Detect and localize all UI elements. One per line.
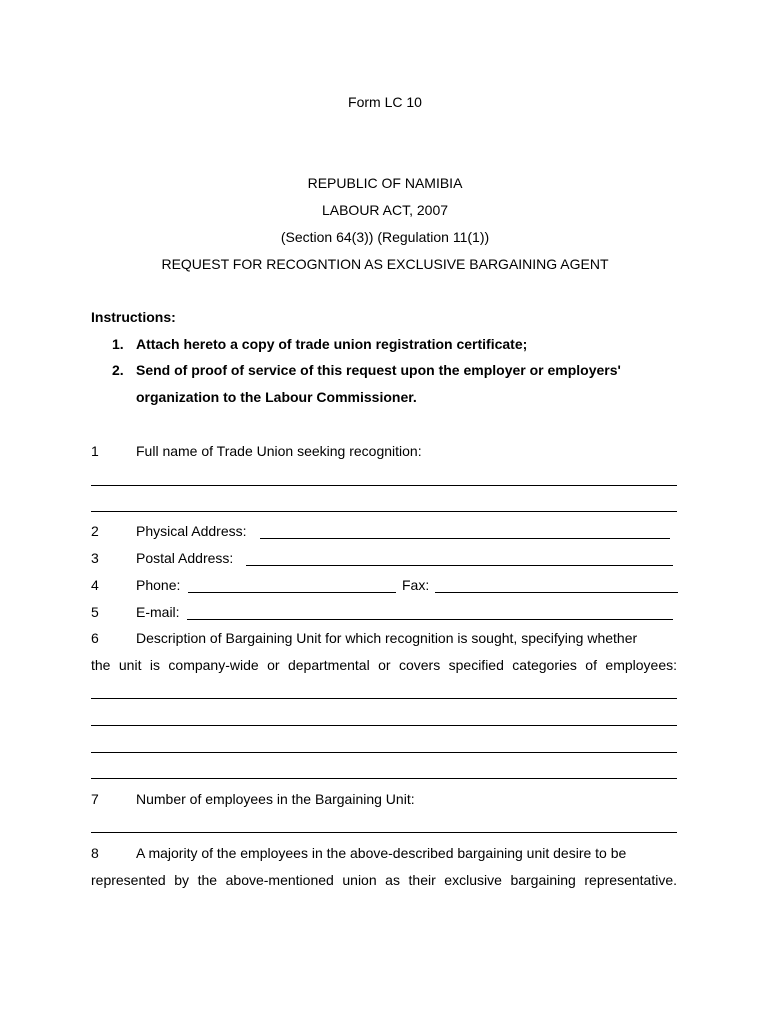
- email-field[interactable]: [187, 619, 673, 620]
- phone-label: Phone:: [136, 577, 181, 593]
- majority-statement-continued: represented by the above-mentioned union as their exclusive bargaining representative.: [91, 872, 677, 888]
- employee-count-label: Number of employees in the Bargaining Unit:: [136, 791, 415, 807]
- instruction-text: Attach hereto a copy of trade union registration certificate;: [136, 336, 528, 352]
- act-heading: LABOUR ACT, 2007: [321, 202, 449, 218]
- bargaining-unit-description-line-2[interactable]: [91, 725, 677, 726]
- field-number: 7: [91, 791, 99, 807]
- employee-count-line[interactable]: [91, 832, 677, 833]
- field-number: 1: [91, 443, 99, 459]
- phone-field[interactable]: [188, 592, 396, 593]
- bargaining-unit-description-line-1[interactable]: [91, 698, 677, 699]
- field-number: 4: [91, 577, 99, 593]
- instruction-number: 1.: [112, 336, 124, 352]
- instructions-heading: Instructions:: [91, 309, 176, 325]
- bargaining-unit-description-label-continued: the unit is company-wide or departmental or covers specified categories of employees:: [91, 657, 677, 673]
- postal-address-field[interactable]: [246, 565, 673, 566]
- instruction-text-continued: organization to the Labour Commissioner.: [136, 389, 417, 405]
- form-number: Form LC 10: [348, 94, 422, 110]
- email-label: E-mail:: [136, 604, 180, 620]
- field-number: 3: [91, 550, 99, 566]
- trade-union-name-label: Full name of Trade Union seeking recognition:: [136, 443, 422, 459]
- postal-address-label: Postal Address:: [136, 550, 234, 566]
- country-heading: REPUBLIC OF NAMIBIA: [307, 175, 463, 191]
- instruction-number: 2.: [112, 362, 124, 378]
- instruction-text: Send of proof of service of this request upon the employer or employers': [136, 362, 621, 378]
- section-reference: (Section 64(3)) (Regulation 11(1)): [280, 229, 490, 245]
- bargaining-unit-description-line-4[interactable]: [91, 778, 677, 779]
- bargaining-unit-description-label: Description of Bargaining Unit for which recognition is sought, specifying whether: [136, 630, 638, 646]
- field-number: 8: [91, 845, 99, 861]
- form-title: REQUEST FOR RECOGNTION AS EXCLUSIVE BARGAINING AGENT: [161, 256, 609, 272]
- bargaining-unit-description-line-3[interactable]: [91, 752, 677, 753]
- physical-address-field[interactable]: [260, 538, 670, 539]
- field-number: 6: [91, 630, 99, 646]
- fax-label: Fax:: [402, 577, 430, 593]
- field-number: 5: [91, 604, 99, 620]
- fax-field[interactable]: [435, 592, 678, 593]
- physical-address-label: Physical Address:: [136, 523, 247, 539]
- trade-union-name-line-2[interactable]: [91, 511, 677, 512]
- trade-union-name-line-1[interactable]: [91, 485, 677, 486]
- field-number: 2: [91, 523, 99, 539]
- majority-statement: A majority of the employees in the above-described bargaining unit desire to be: [136, 845, 627, 861]
